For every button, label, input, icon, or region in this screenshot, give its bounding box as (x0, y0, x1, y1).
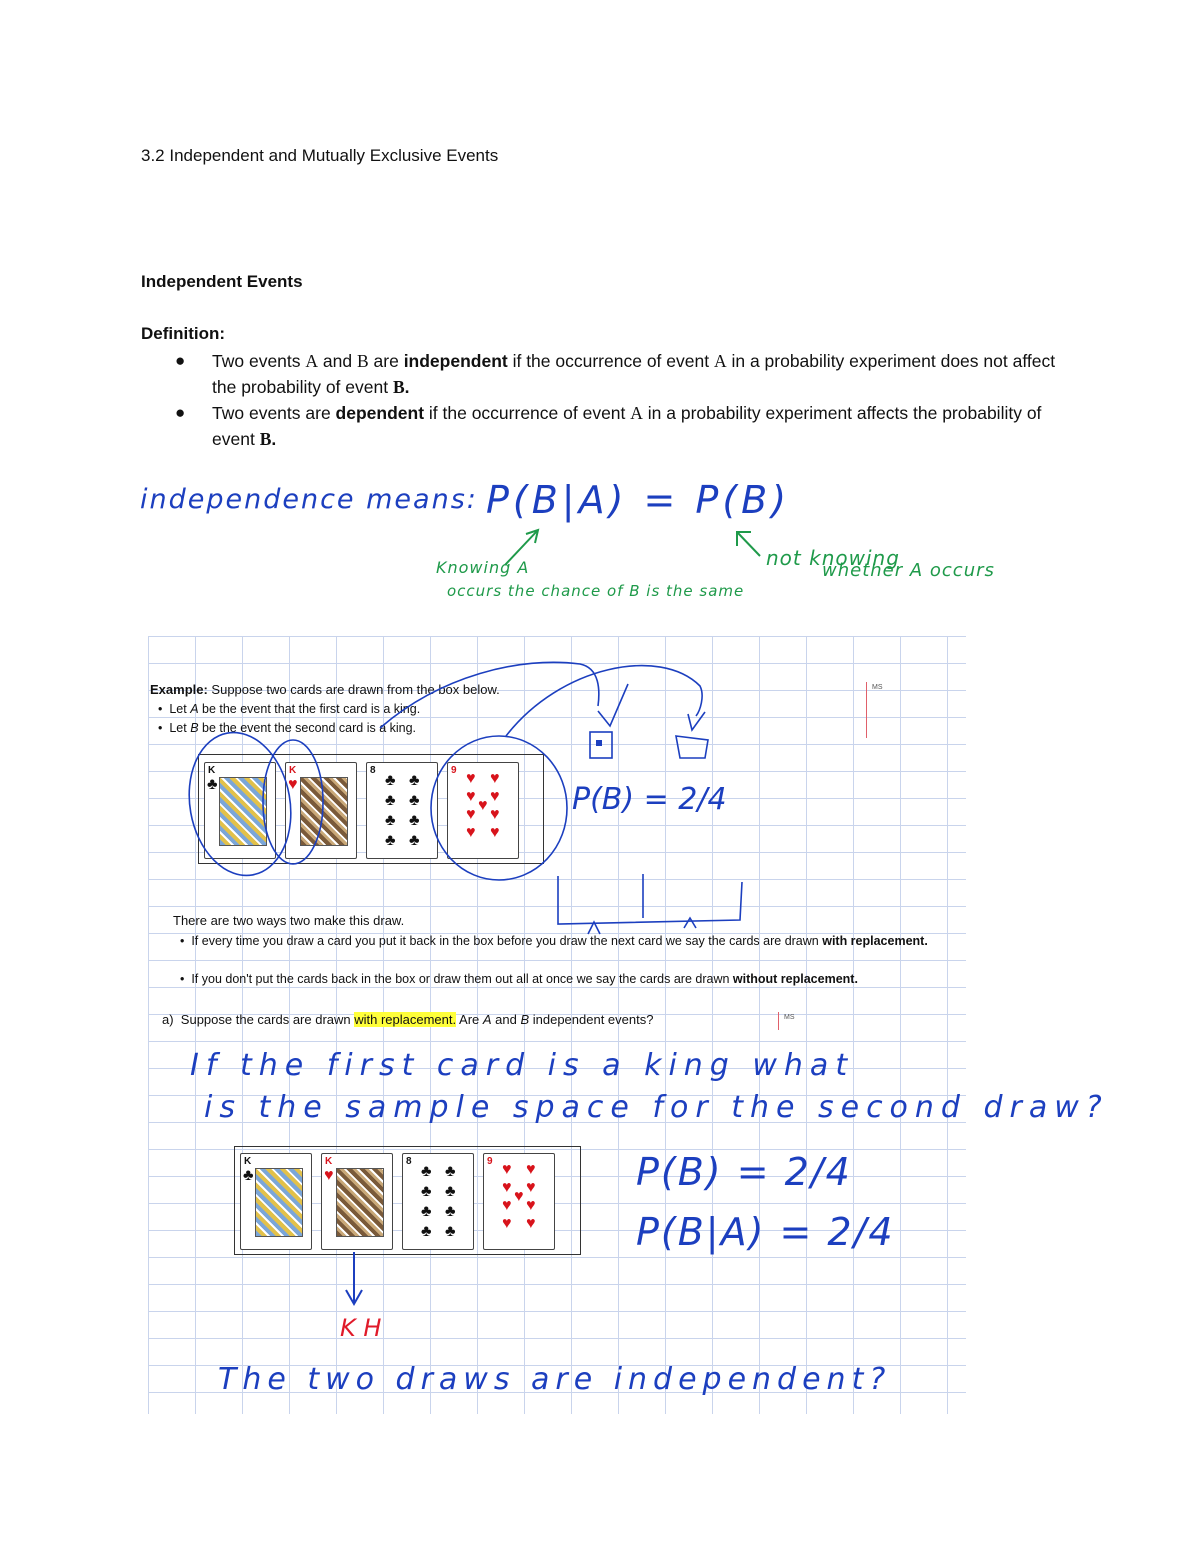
king-face-image (255, 1168, 303, 1237)
suit-pip: ♥ (478, 797, 488, 814)
handwritten-conclusion: The two draws are independent? (218, 1362, 892, 1397)
ms-tag-question: MS (784, 1014, 795, 1021)
with-replacement-def: • If every time you draw a card you put it back in the box before you draw the next card we say the cards are drawn with replacement. (180, 934, 928, 948)
suit-pip: ♥ (514, 1188, 524, 1205)
question-a: a) Suppose the cards are drawn with replacement. Are A and B independent events? (162, 1012, 654, 1027)
suit-pip: ♥ (526, 1215, 536, 1232)
card-rank: K (289, 765, 297, 776)
whether-occurs-note: whether A occurs (822, 560, 995, 581)
playing-card (321, 1153, 393, 1250)
suit-pip: ♥ (502, 1161, 512, 1178)
probability-b-note: P(B) = 2/4 (636, 1150, 852, 1194)
suit-pip: ♣ (421, 1203, 432, 1220)
suit-pip: ♣ (385, 772, 396, 789)
knowing-a-note: Knowing A (436, 558, 530, 577)
card-rank: K (208, 765, 216, 776)
definition-independent: Two events A and B are independent if the occurrence of event A in a probability experiment does not affect the probability of event B. (212, 351, 1056, 397)
occurs-chance-note: occurs the chance of B is the same (447, 582, 745, 600)
king-face-image (336, 1168, 384, 1237)
suit-pip: ♥ (502, 1179, 512, 1196)
suit-pip: ♣ (409, 832, 420, 849)
suit-pip: ♣ (409, 812, 420, 829)
suit-pip: ♥ (526, 1161, 536, 1178)
suit-pip: ♥ (466, 824, 476, 841)
suit-pip: ♥ (502, 1197, 512, 1214)
conditional-probability-note: P(B|A) = 2/4 (636, 1210, 895, 1254)
suit-pip: ♣ (445, 1163, 456, 1180)
suit-pip: ♣ (409, 792, 420, 809)
card-rank: 9 (487, 1156, 493, 1167)
document-title: 3.2 Independent and Mutually Exclusive Events (141, 146, 499, 165)
bullet-dot: ● (175, 403, 186, 422)
suit-pip: ♥ (490, 806, 500, 823)
green-annotation-arrows (0, 0, 1200, 640)
suit-pip: ♣ (445, 1203, 456, 1220)
playing-card (402, 1153, 474, 1250)
suit-pip: ♣ (445, 1183, 456, 1200)
suit-pip: ♣ (385, 812, 396, 829)
suit-pip: ♥ (490, 788, 500, 805)
suit-pip: ♥ (502, 1215, 512, 1232)
suit-icon: ♣ (207, 776, 218, 793)
example-intro: Example: Suppose two cards are drawn from the box below. (150, 682, 500, 697)
playing-card (483, 1153, 555, 1250)
suit-pip: ♣ (421, 1223, 432, 1240)
suit-pip: ♣ (445, 1223, 456, 1240)
card-rank: K (325, 1156, 333, 1167)
without-replacement-def: • If you don't put the cards back in the box or draw them out all at once we say the cards are drawn without replacement. (180, 972, 858, 986)
card-rank: K (244, 1156, 252, 1167)
suit-icon: ♥ (288, 776, 298, 793)
suit-pip: ♣ (385, 832, 396, 849)
comment-marker-question (778, 1012, 779, 1030)
probability-b-note-top: P(B) = 2/4 (572, 782, 727, 817)
card-rank: 8 (370, 765, 376, 776)
suit-pip: ♥ (466, 806, 476, 823)
definition-dependent: Two events are dependent if the occurrence of event A in a probability experiment affects the probability of event B. (212, 403, 1042, 449)
suit-icon: ♥ (324, 1167, 334, 1184)
suit-pip: ♣ (385, 792, 396, 809)
suit-pip: ♥ (490, 770, 500, 787)
suit-pip: ♣ (421, 1183, 432, 1200)
suit-pip: ♣ (409, 772, 420, 789)
independence-formula: P(B|A) = P(B) (486, 478, 791, 522)
example-event-b: • Let B be the event the second card is a king. (158, 721, 417, 735)
suit-pip: ♥ (526, 1179, 536, 1196)
handwritten-question-line1: If the first card is a king what (190, 1048, 855, 1083)
ways-intro: There are two ways two make this draw. (173, 913, 405, 928)
suit-pip: ♥ (490, 824, 500, 841)
suit-pip: ♣ (421, 1163, 432, 1180)
suit-pip: ♥ (466, 788, 476, 805)
ms-tag: MS (872, 684, 883, 691)
definition-label: Definition: (141, 324, 226, 343)
king-hearts-note: K H (340, 1314, 382, 1342)
arrow-down-icon (340, 1250, 380, 1310)
bullet-dot: ● (175, 351, 186, 370)
handwritten-question-line2: is the sample space for the second draw? (204, 1090, 1109, 1125)
not-knowing-note: not knowing (766, 546, 900, 570)
card-rank: 8 (406, 1156, 412, 1167)
playing-card (240, 1153, 312, 1250)
card-rank: 9 (451, 765, 457, 776)
section-heading: Independent Events (141, 272, 303, 291)
example-event-a: • Let A be the event that the first card is a king. (158, 702, 421, 716)
suit-pip: ♥ (466, 770, 476, 787)
suit-pip: ♥ (526, 1197, 536, 1214)
independence-means-note: independence means: (140, 484, 478, 515)
suit-icon: ♣ (243, 1167, 254, 1184)
